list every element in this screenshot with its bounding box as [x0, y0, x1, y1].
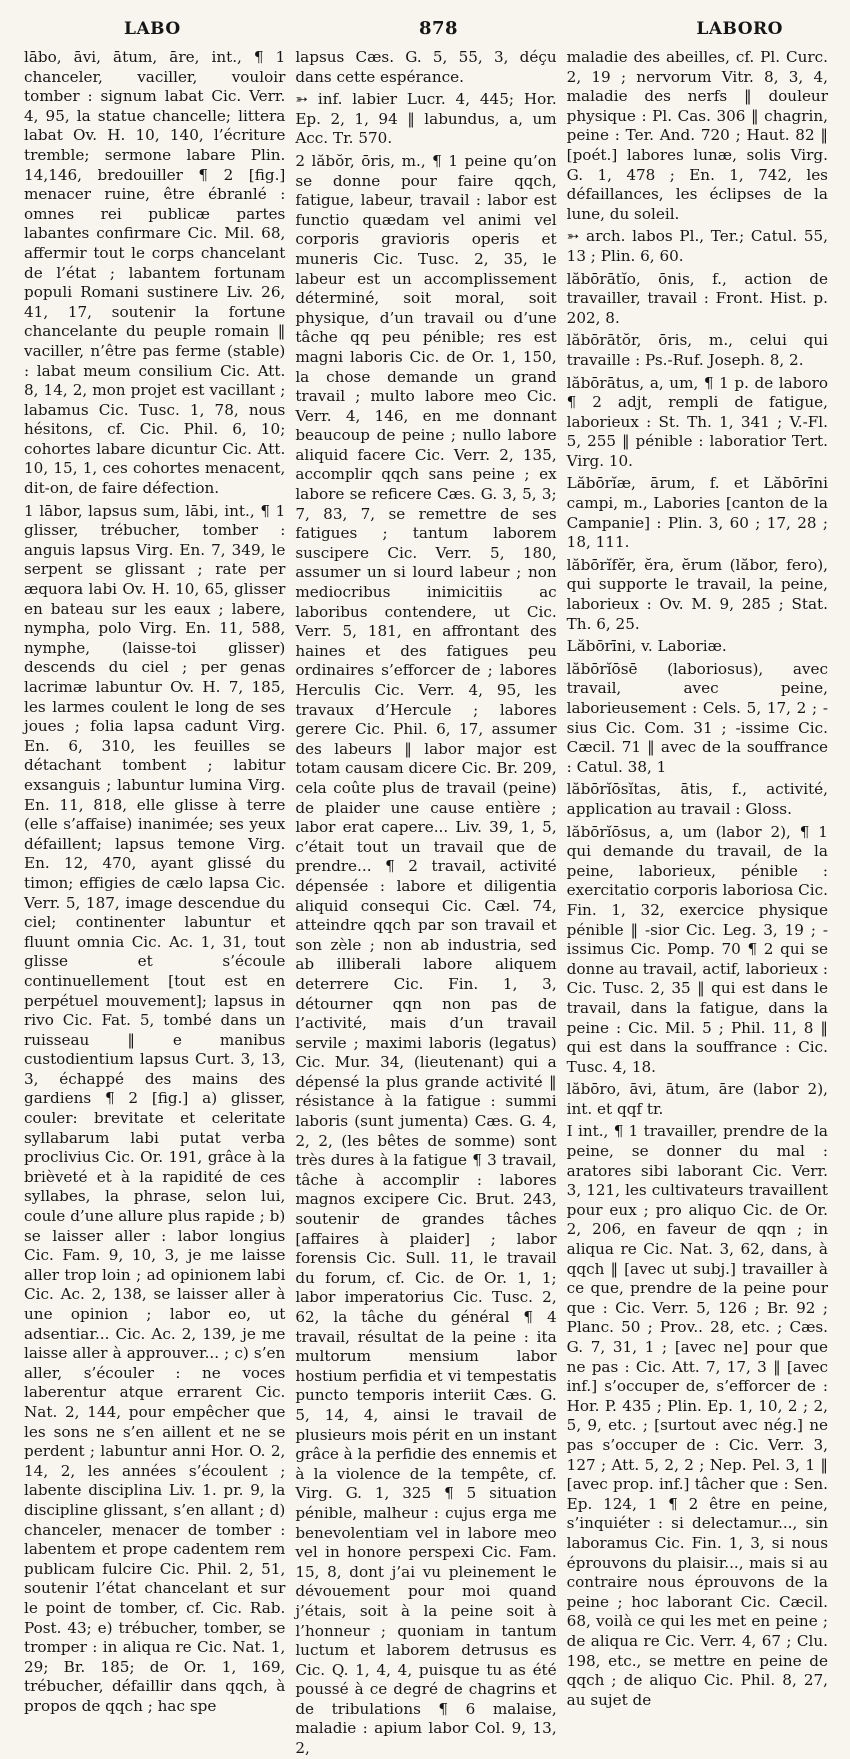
entry-labor-2-cont: maladie des abeilles, cf. Pl. Curc. 2, 19 ; nervorum Vitr. 8, 3, 4, maladie des nerfs ‖ douleur physique : Pl. Cas. 306 ‖ chagrin, peine : Ter. And. 720 ; Haut. 82 ‖ [poét.] labores lunæ, solis Virg. G. 1, 478 ; En. 1, 742, les défaillances, les éclipses de la lune, du soleil.: [566, 48, 828, 223]
entry-laboriosus: lăbōrĭōsus, a, um (labor 2), ¶ 1 qui demande du travail, de la peine, laborieux, pénible : exercitatio corporis laboriosa Cic. Fin. 1, 32, exercice physique pénible ‖ -sior Cic. Leg. 3, 19 ; -issimus Cic. Pomp. 70 ¶ 2 qui se donne au travail, actif, laborieux : Cic. Tusc. 2, 35 ‖ qui est dans le travail, dans la fatigue, dans la peine : Cic. Mil. 5 ; Phil. 11, 8 ‖ qui est dans la souffrance : Cic. Tusc. 4, 18.: [566, 822, 828, 1076]
entry-laboriositas: lăbōrĭōsĭtas, ātis, f., activité, application au travail : Gloss.: [566, 780, 828, 818]
entry-labor-1-cont: lapsus Cæs. G. 5, 55, 3, déçu dans cette espérance.: [295, 48, 557, 86]
text-columns: [24, 48, 828, 1758]
entry-laboriose: lăbōrĭōsē (laboriosus), avec travail, avec peine, laborieusement : Cels. 5, 17, 2 ; -sius Cic. Com. 31 ; -issime Cic. Cæcil. 71 ‖ avec de la souffrance : Catul. 38, 1: [566, 659, 828, 776]
page-header: [24, 18, 828, 48]
header-left-guideword: LABO: [124, 19, 181, 39]
entry-laborifer: lăbōrĭfĕr, ĕra, ĕrum (lăbor, fero), qui supporte le travail, la peine, laborieux : Ov. M. 9, 285 ; Stat. Th. 6, 25.: [566, 555, 828, 633]
entry-laborini: Lăbōrīni, v. Laboriæ.: [566, 637, 727, 656]
entry-labor-2: 2 lăbŏr, ōris, m., ¶ 1 peine qu’on se donne pour faire qqch, fatigue, labeur, travail : labor est functio quædam vel animi vel corporis gravioris operis et muneris Cic. Tusc. 2, 35, le labeur est un accomplissement déterminé, soit moral, soit physique, d’un travail ou d’une tâche qq peu pénible; res est magni laboris Cic. de Or. 1, 150, la chose demande un grand travail ; multo labore meo Cic. Verr. 4, 146, en me donnant beaucoup de peine ; nullo labore aliquid facere Cic. Verr. 2, 135, accomplir qqch sans peine ; ex labore se reficere Cæs. G. 3, 5, 3; 7, 83, 7, se remettre de ses fatigues ; tantum laborem suscipere Cic. Verr. 5, 180, assumer un si lourd labeur ; non mediocribus inimicitiis ac laboribus contendere, ut Cic. Verr. 5, 181, en affrontant des haines et des fatigues peu ordinaires s’efforcer de ; labores Herculis Cic. Verr. 4, 95, les travaux d’Hercule ; labores gerere Cic. Phil. 6, 17, assumer des labeurs ‖ labor major est totam causam dicere Cic. Br. 209, cela coûte plus de travail (peine) de plaider une cause entière ; labor erat capere... Liv. 39, 1, 5, c’était tout un travail que de prendre... ¶ 2 travail, activité dépensée : labore et diligentia aliquid consequi Cic. Cæl. 74, atteindre qqch par son travail et son zèle ; non ab industria, sed ab illiberali labore aliquem deterrere Cic. Fin. 1, 3, détourner qqn non pas de l’activité, mais d’un travail servile ; maximi laboris (legatus) Cic. Mur. 34, (lieutenant) qui a dépensé la plus grande activité ‖ résistance à la fatigue : summi laboris (sunt jumenta) Cæs. G. 4, 2, 2, (les bêtes de somme) sont très dures à la fatigue ¶ 3 travail, tâche à accomplir : labores magnos excipere Cic. Brut. 243, soutenir de grandes tâches [affaires à plaider] ; labor forensis Cic. Sull. 11, le travail du forum, cf. Cic. de Or. 1, 1; labor imperatorius Cic. Tusc. 2, 62, la tâche du général ¶ 4 travail, résultat de la peine : ita multorum mensium labor hostium perfidia et vi tempestatis puncto temporis interiit Cæs. G. 5, 14, 4, ainsi le travail de plusieurs mois périt en un instant grâce à la perfidie des ennemis et à la violence de la tempête, cf. Virg. G. 1, 325 ¶ 5 situation pénible, malheur : cujus erga me benevolentiam vel in labore meo vel in honore perspexi Cic. Fam. 15, 8, dont j’ai vu pleinement le dévouement pour moi quand j’étais, soit à la peine soit à l’honneur ; quoniam in tantum luctum et laborem detrusus es Cic. Q. 1, 4, 4, puisque tu as été poussé à ce degré de chagrins et de tribulations ¶ 6 malaise, maladie : apium labor Col. 9, 13, 2,: [295, 151, 557, 1758]
entry-laborator: lăbōrātŏr, ōris, m., celui qui travaille : Ps.-Ruf. Joseph. 8, 2.: [566, 331, 828, 369]
entry-laboro-sense-1: I int., ¶ 1 travailler, prendre de la peine, se donner du mal : aratores sibi laborant Cic. Verr. 3, 121, les cultivateurs travaillent pour eux ; pro aliquo Cic. de Or. 2, 206, en faveur de qqn ; in aliqua re Cic. Nat. 3, 62, dans, à qqch ‖ [avec ut subj.] travailler à ce que, prendre de la peine pour que : Cic. Verr. 5, 126 ; Br. 92 ; Planc. 50 ; Prov.. 28, etc. ; Cæs. G. 7, 31, 1 ; [avec ne] pour que ne pas : Cic. Att. 7, 17, 3 ‖ [avec inf.] s’occuper de, s’efforcer de : Hor. P. 435 ; Plin. Ep. 1, 10, 2 ; 2, 5, 9, etc. ; [surtout avec nég.] ne pas s’occuper de : Cic. Verr. 3, 127 ; Att. 5, 2, 2 ; Nep. Pel. 3, 1 ‖ [avec prop. inf.] tâcher que : Sen. Ep. 124, 1 ¶ 2 être en peine, s’inquiéter : si delectamur..., sin laboramus Cic. Fin. 1, 3, si nous éprouvons du plaisir..., mais si au contraire nous éprouvons de la peine ; hoc laborant Cic. Cæcil. 68, voilà ce qui les met en peine ; de aliqua re Cic. Verr. 4, 67 ; Clu. 198, etc., se mettre en peine de qqch ; de aliquo Cic. Phil. 8, 27, au sujet de: [566, 1122, 828, 1709]
column-1: [24, 48, 286, 1715]
header-right-guideword: LABORO: [696, 19, 783, 39]
entry-labor-1: 1 lābor, lapsus sum, lābi, int., ¶ 1 glisser, trébucher, tomber : anguis lapsus Virg. En. 7, 349, le serpent se glissant ; rate per æquora labi Ov. H. 10, 65, glisser en bateau sur les eaux ; labere, nympha, polo Virg. En. 11, 588, nymphe, (laisse-toi glisser) descends du ciel ; per genas lacrimæ labuntur Ov. H. 7, 185, les larmes coulent le long de ses joues ; folia lapsa cadunt Virg. En. 6, 310, les feuilles se détachant tombent ; labitur exsanguis ; labuntur lumina Virg. En. 11, 818, elle glisse à terre (elle s’affaise) inanimée; ses yeux défaillent; lapsus temone Virg. En. 12, 470, ayant glissé du timon; effigies de cælo lapsa Cic. Verr. 5, 187, image descendue du ciel; continenter labuntur et fluunt omnia Cic. Ac. 1, 31, tout glisse et s’écoule continuellement [tout est en perpétuel mouvement]; lapsus in rivo Cic. Fat. 5, tombé dans un ruisseau ‖ e manibus custodientium lapsus Curt. 3, 13, 3, échappé des mains des gardiens ¶ 2 [fig.] a) glisser, couler: brevitate et celeritate syllabarum labi putat verba proclivius Cic. Or. 191, grâce à la brièveté et à la rapidité de ces syllabes, la phrase, selon lui, coule d’une allure plus rapide ; b) se laisser aller : labor longius Cic. Fam. 9, 10, 3, je me laisse aller trop loin ; ad opinionem labi Cic. Ac. 2, 138, se laisser aller à une opinion ; labor eo, ut adsentiar... Cic. Ac. 2, 139, je me laisse aller à approuver... ; c) s’en aller, s’écouler : ne voces laberentur atque errarent Cic. Nat. 2, 144, pour empêcher que les sons ne s’en aillent et ne se perdent ; labuntur anni Hor. O. 2, 14, 2, les années s’écoulent ; labente disciplina Liv. 1. pr. 9, la discipline glissant, s’en allant ; d) chanceler, menacer de tomber : labentem et prope cadentem rem publicam fulcire Cic. Phil. 2, 51, soutenir l’état chancelant et sur le point de tomber, cf. Cic. Rab. Post. 43; e) trébucher, tomber, se tromper : in aliqua re Cic. Nat. 1, 29; Br. 185; de Or. 1, 169, trébucher, défaillir dans qqch, à propos de qqch ; hac spe: [24, 501, 286, 1715]
entry-laboriae: Lăbōrĭæ, ārum, f. et Lăbōrīni campi, m., Labories [canton de la Campanie] : Plin. 3, 60 ; 17, 28 ; 18, 111.: [566, 474, 828, 552]
entry-laboro: lăbōro, āvi, ātum, āre (labor 2), int. et qqf tr.: [566, 1080, 828, 1118]
column-3: [566, 48, 828, 1709]
entry-labo: lābo, āvi, ātum, āre, int., ¶ 1 chanceler, vaciller, vouloir tomber : signum labat Cic. Verr. 4, 95, la statue chancelle; littera labat Ov. H. 10, 140, l’écriture tremble; sermone labare Plin. 14,146, bredouiller ¶ 2 [fig.] menacer ruine, être ébranlé : omnes rei publicæ partes labantes confirmare Cic. Mil. 68, affermir tout le corps chancelant de l’état ; labantem fortunam populi Romani sustinere Liv. 26, 41, 17, soutenir la fortune chancelante du peuple romain ‖ vaciller, n’être pas ferme (stable) : labat meum consilium Cic. Att. 8, 14, 2, mon projet est vacillant ; labamus Cic. Tusc. 1, 78, nous hésitons, cf. Cic. Phil. 6, 10; cohortes labare dicuntur Cic. Att. 10, 15, 1, ces cohortes menacent, dit-on, de faire défection.: [24, 48, 286, 498]
entry-laboratio: lăbōrātĭo, ōnis, f., action de travailler, travail : Front. Hist. p. 202, 8.: [566, 269, 828, 327]
entry-labor-2-note: ➳ arch. labos Pl., Ter.; Catul. 55, 13 ; Plin. 6, 60.: [566, 227, 828, 265]
entry-labor-1-note: ➳ inf. labier Lucr. 4, 445; Hor. Ep. 2, 1, 94 ‖ labundus, a, um Acc. Tr. 570.: [295, 90, 557, 148]
entry-laboratus: lăbōrātus, a, um, ¶ 1 p. de laboro ¶ 2 adjt, rempli de fatigue, laborieux : St. Th. 1, 341 ; V.-Fl. 5, 255 ‖ pénible : laboratior Tert. Virg. 10.: [566, 373, 828, 470]
column-2: [295, 48, 557, 1758]
page-number: 878: [418, 18, 459, 39]
